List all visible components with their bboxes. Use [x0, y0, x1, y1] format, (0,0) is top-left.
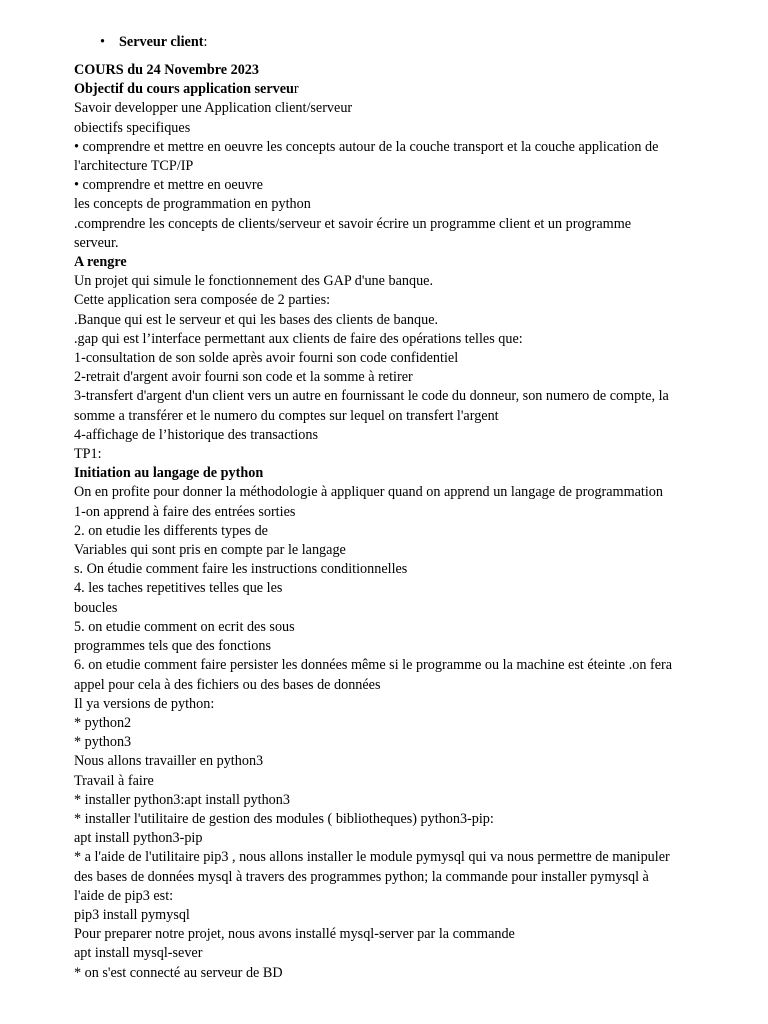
bullet-suffix: : — [203, 34, 208, 50]
text-line: obiectifs specifiques — [74, 119, 191, 136]
text-line: Un projet qui simule le fonctionnement des GAP d'une banque. — [74, 273, 434, 290]
text-line: .comprendre les concepts de clients/serveur et savoir écrire un programme client et un programme — [74, 215, 632, 232]
text-line: Nous allons travailler en python3 — [74, 753, 264, 770]
text-line: TP1: — [74, 446, 102, 463]
text-line: pip3 install pymysql — [74, 906, 190, 923]
text-line: Savoir developper une Application client/serveur — [74, 100, 353, 117]
text-line: 4. les taches repetitives telles que les — [74, 580, 283, 597]
text-line: boucles — [74, 599, 118, 616]
text-line: * installer python3:apt install python3 — [74, 791, 290, 808]
text-line: Variables qui sont pris en compte par le langage — [74, 542, 346, 559]
text-line: apt install python3-pip — [74, 830, 203, 847]
text-line: * on s'est connecté au serveur de BD — [74, 964, 283, 981]
objective-title-bold: Objectif du cours application serveu — [74, 81, 294, 98]
text-line: Cette application sera composée de 2 parties: — [74, 292, 331, 309]
text-line: des bases de données mysql à travers des programmes python; la commande pour installer pymysql à — [74, 868, 649, 885]
text-line: * a l'aide de l'utilitaire pip3 , nous allons installer le module pymysql qui va nous permettre de manipuler — [74, 849, 670, 866]
text-line: 3-transfert d'argent d'un client vers un autre en fournissant le code du donneur, son numero de compte, la — [74, 388, 669, 405]
text-line: Pour preparer notre projet, nous avons installé mysql-server par la commande — [74, 926, 515, 943]
text-line: les concepts de programmation en python — [74, 196, 311, 213]
text-line: 1-on apprend à faire des entrées sorties — [74, 503, 296, 520]
text-line: .gap qui est l’interface permettant aux clients de faire des opérations telles que: — [74, 330, 523, 347]
document-body — [74, 61, 734, 983]
text-line: somme a transférer et le numero du comptes sur lequel on transfert l'argent — [74, 407, 499, 424]
text-line: programmes tels que des fonctions — [74, 638, 272, 655]
text-line: appel pour cela à des fichiers ou des bases de données — [74, 676, 381, 693]
text-line: serveur. — [74, 234, 119, 251]
course-date-heading: COURS du 24 Novembre 2023 — [74, 62, 259, 78]
text-line: 5. on etudie comment on ecrit des sous — [74, 618, 295, 635]
text-line: 2. on etudie les differents types de — [74, 522, 268, 539]
text-line: On en profite pour donner la méthodologie à appliquer quand on apprend un langage de programmation — [74, 484, 663, 501]
text-line: * python3 — [74, 734, 132, 751]
text-line: l'aide de pip3 est: — [74, 887, 174, 904]
text-line: Travail à faire — [74, 772, 154, 789]
bullet-label: Serveur client — [119, 34, 204, 50]
text-line: 1-consultation de son solde après avoir fourni son code confidentiel — [74, 350, 459, 367]
objective-title — [74, 80, 734, 99]
text-line: Il ya versions de python: — [74, 695, 215, 712]
text-line: apt install mysql-sever — [74, 945, 203, 962]
text-line: s. On étudie comment faire les instructions conditionnelles — [74, 561, 408, 578]
text-line: • comprendre et mettre en oeuvre les concepts autour de la couche transport et la couche application de — [74, 138, 659, 155]
text-line: 2-retrait d'argent avoir fourni son code et la somme à retirer — [74, 369, 413, 386]
objective-title-rest: r — [293, 81, 299, 98]
text-line: A rengre — [74, 254, 127, 271]
text-line: • comprendre et mettre en oeuvre — [74, 177, 263, 194]
text-line: * installer l'utilitaire de gestion des modules ( bibliotheques) python3-pip: — [74, 810, 494, 827]
text-line: 6. on etudie comment faire persister les données même si le programme ou la machine est éteinte .on fera — [74, 657, 673, 674]
text-line: .Banque qui est le serveur et qui les bases des clients de banque. — [74, 311, 439, 328]
bullet-dot-icon: • — [100, 34, 105, 50]
bullet-item-serveur-client — [100, 33, 207, 52]
text-line: * python2 — [74, 714, 132, 731]
text-line: Initiation au langage de python — [74, 465, 264, 482]
text-line: l'architecture TCP/IP — [74, 158, 194, 175]
text-line: 4-affichage de l’historique des transactions — [74, 426, 318, 443]
